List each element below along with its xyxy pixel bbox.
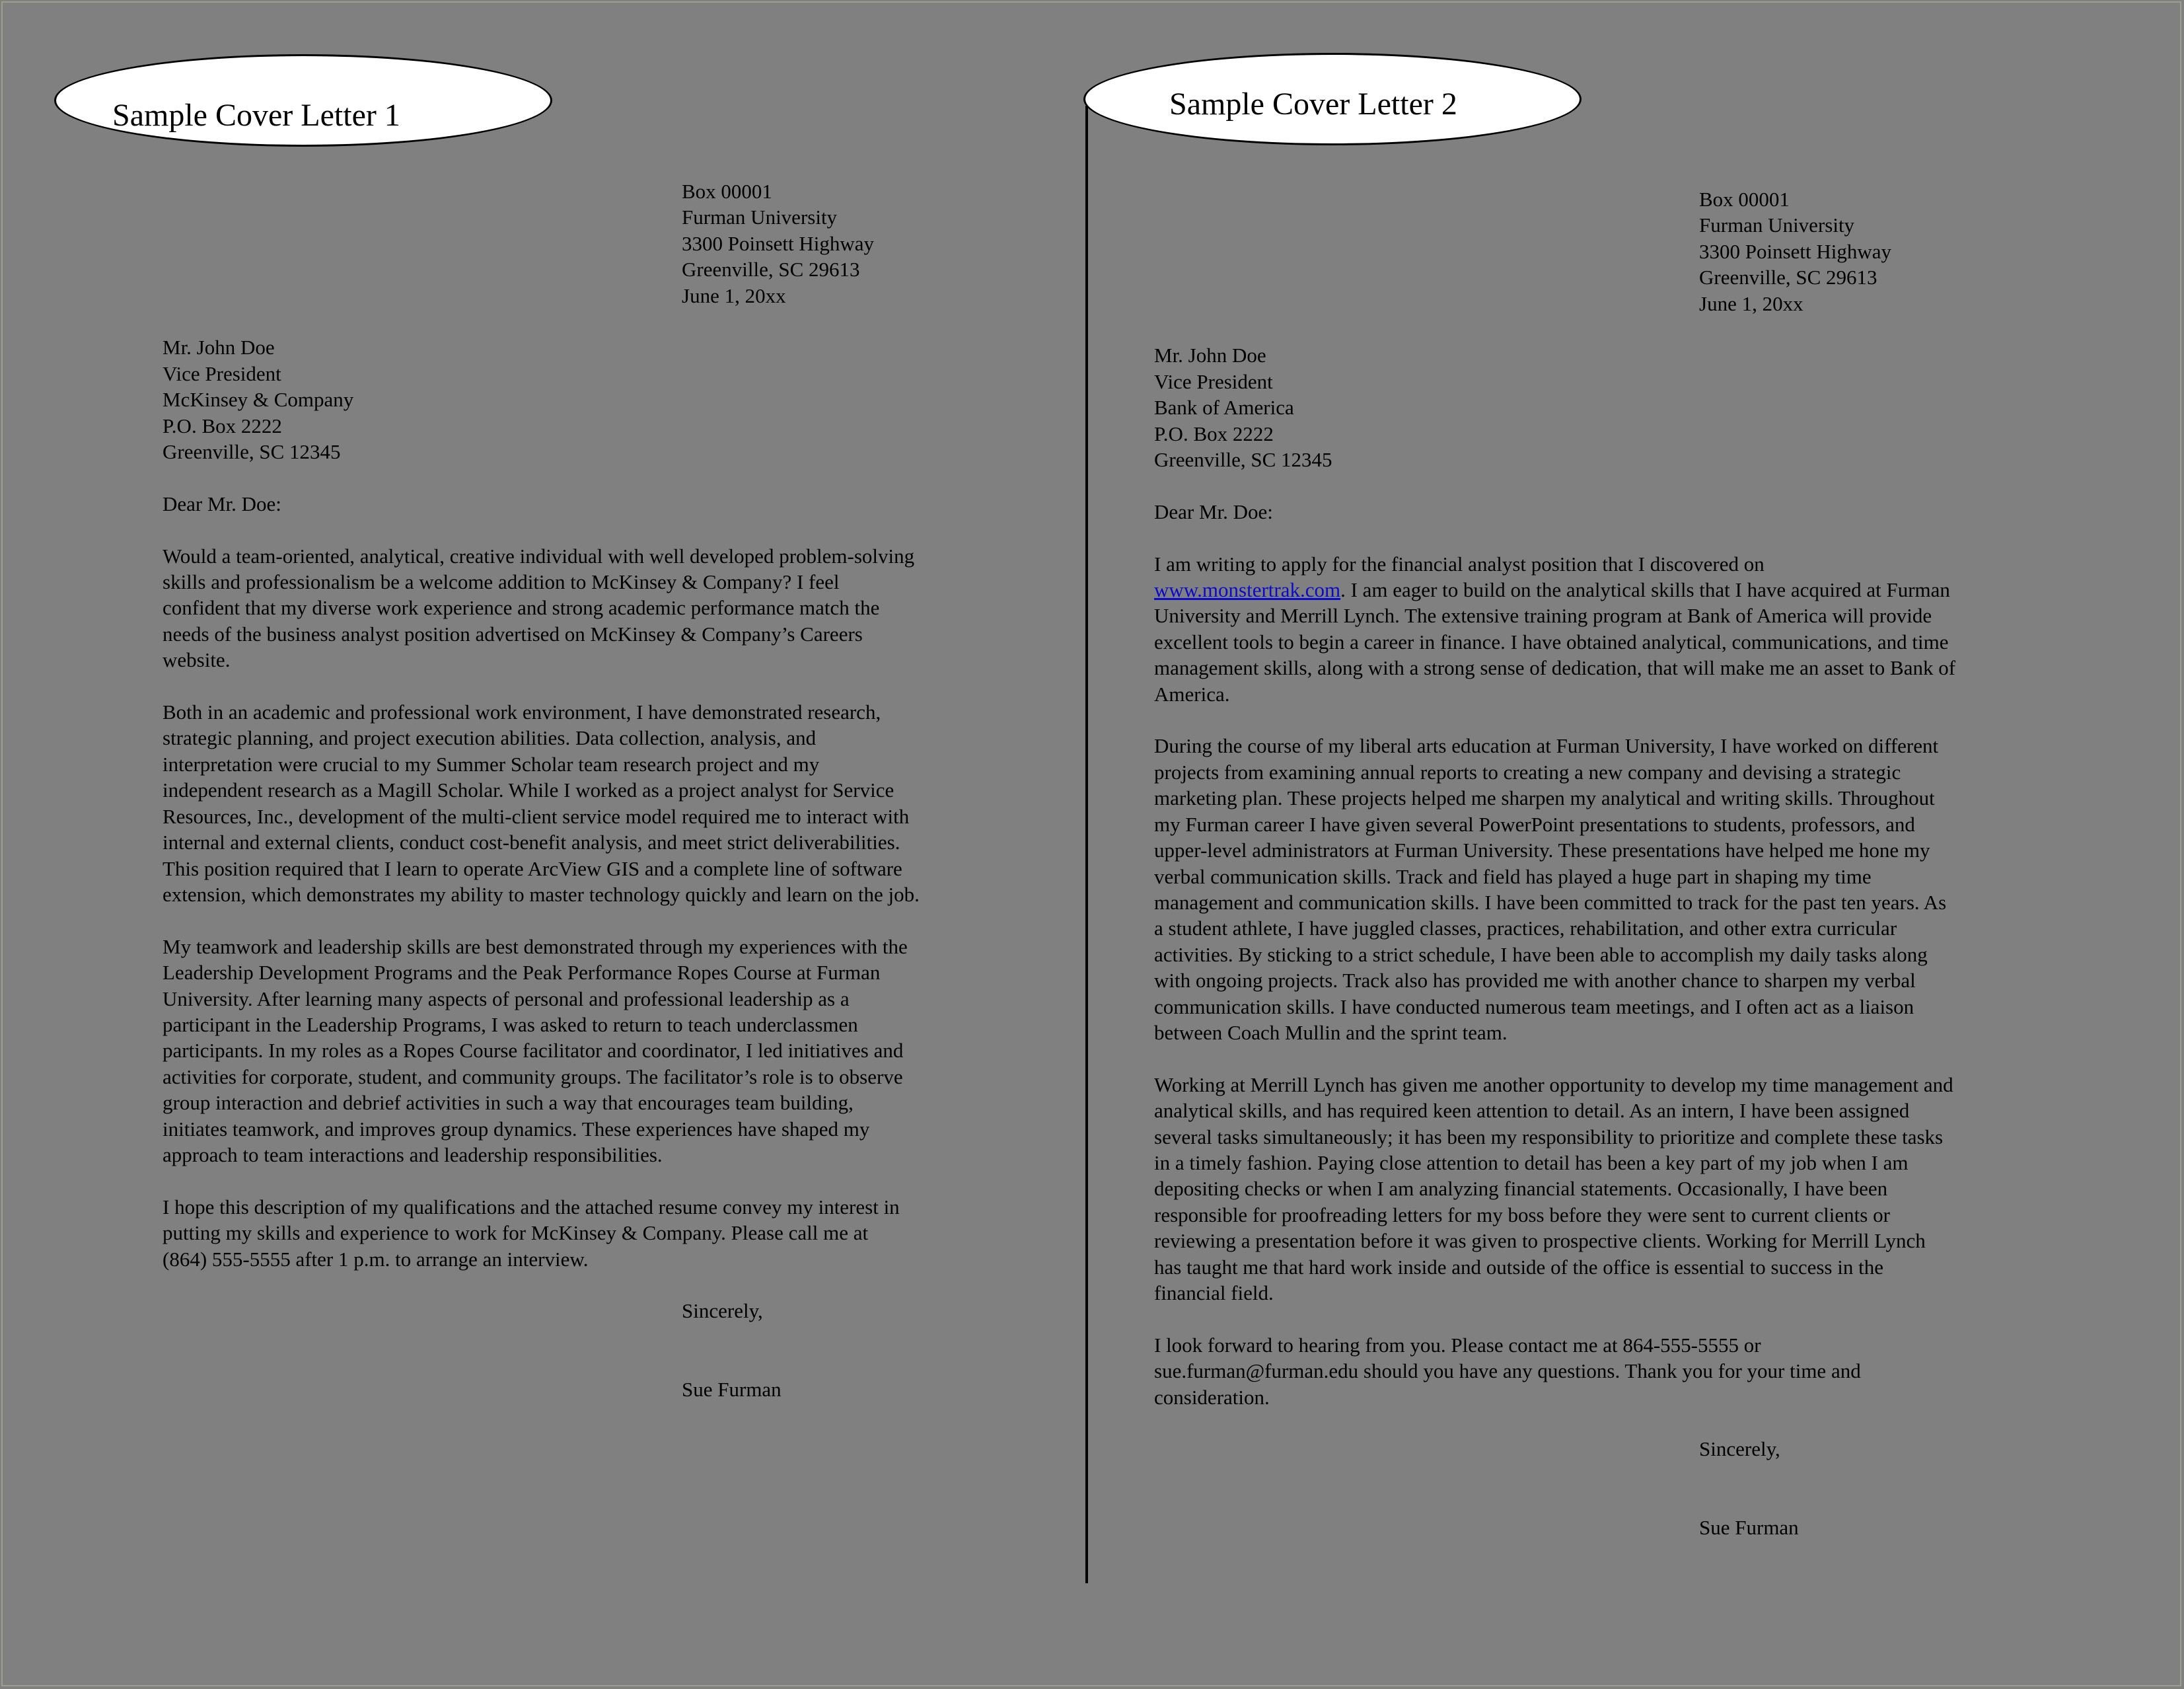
paragraph-line (1154, 577, 2033, 603)
paragraph-line: I am writing to apply for the financial analyst position that I discovered on (1154, 552, 1765, 576)
sample-cover-letter-2-label (1083, 53, 1582, 145)
sender-city: Greenville, SC 29613 (682, 258, 860, 282)
recipient-company: Bank of America (1154, 396, 1294, 420)
paragraph-line: communication skills. I have conducted numerous team meetings, and I often act as a liaison (1154, 995, 1914, 1018)
closing: Sincerely, (682, 1299, 763, 1323)
recipient-city: Greenville, SC 12345 (1154, 448, 1332, 472)
recipient-title: Vice President (1154, 369, 1273, 393)
paragraph-line: management skills, along with a strong sense of dedication, that will make me an asset to Bank of (1154, 656, 1956, 680)
recipient-name: Mr. John Doe (163, 336, 275, 359)
paragraph-line: upper-level administrators at Furman University. These presentations have helped me hone my (1154, 839, 1930, 862)
body-paragraph (1154, 1072, 2033, 1306)
body-paragraph (163, 1194, 1015, 1272)
sender-address (1699, 186, 2033, 317)
paragraph-line: several tasks simultaneously; it has been my responsibility to prioritize and complete these tasks (1154, 1125, 1944, 1148)
paragraph-line: confident that my diverse work experience and strong academic performance match the (163, 596, 880, 620)
body-paragraph-1 (1154, 551, 2033, 707)
closing: Sincerely, (1699, 1437, 1780, 1461)
paragraph-line: a student athlete, I have juggled classes, practices, rehabilitation, and other extra curricular (1154, 917, 1897, 940)
paragraph-line: responsible for proofreading letters for my boss before they were sent to current clients or (1154, 1203, 1890, 1226)
sender-street: 3300 Poinsett Highway (682, 231, 875, 255)
closing-block (682, 1298, 1015, 1402)
paragraph-line: projects from examining annual reports to creating a new company and devising a strategic (1154, 760, 1901, 784)
paragraph-line: extension, which demonstrates my ability to master technology quickly and learn on the job. (163, 882, 920, 906)
paragraph-line: reviewing a presentation before it was given to prospective clients. Working for Merrill Lynch (1154, 1229, 1926, 1253)
paragraph-line: internal and external clients, conduct cost-benefit analysis, and meet strict deliverabilities. (163, 831, 900, 854)
closing-block (1699, 1436, 2033, 1540)
sender-address (682, 178, 1015, 309)
sender-city: Greenville, SC 29613 (1699, 266, 1877, 289)
paragraph-line: participants. In my roles as a Ropes Course facilitator and coordinator, I led initiatives and (163, 1039, 904, 1063)
body-paragraph (1154, 733, 2033, 1045)
paragraph-line: consideration. (1154, 1385, 1270, 1409)
paragraph-line: in a timely fashion. Paying close attention to detail has been a key part of my job when I am (1154, 1150, 1909, 1174)
signature-name: Sue Furman (1699, 1515, 1799, 1539)
cover-letter-2 (1154, 186, 2033, 1540)
body-paragraph (163, 543, 1015, 673)
monstertrak-link[interactable]: www.monstertrak.com (1154, 578, 1341, 602)
paragraph-line: excellent tools to begin a career in finance. I have obtained analytical, communications, and time (1154, 630, 1949, 654)
paragraph-line: This position required that I learn to operate ArcView GIS and a complete line of software (163, 856, 902, 880)
sender-street: 3300 Poinsett Highway (1699, 239, 1892, 263)
paragraph-line: independent research as a Magill Scholar. While I worked as a project analyst for Service (163, 778, 894, 802)
salutation (163, 491, 1015, 517)
paragraph-line: needs of the business analyst position advertised on McKinsey & Company’s Careers (163, 622, 863, 646)
paragraph-line: between Coach Mullin and the sprint team. (1154, 1020, 1508, 1044)
paragraph-line: Resources, Inc., development of the multi-client service model required me to interact with (163, 804, 910, 828)
paragraph-line-rest: . I am eager to build on the analytical skills that I have acquired at Furman (1340, 578, 1950, 602)
paragraph-line: marketing plan. These projects helped me sharpen my analytical and writing skills. Throughout (1154, 786, 1935, 810)
paragraph-rest (1154, 603, 2033, 707)
letter-date: June 1, 20xx (1699, 291, 1803, 315)
recipient-address (163, 334, 1015, 465)
paragraph-line: America. (1154, 682, 1230, 706)
paragraph-line: skills and professionalism be a welcome addition to McKinsey & Company? I feel (163, 570, 840, 594)
paragraph-line: group interaction and debrief activities in such a way that encourages team building, (163, 1091, 854, 1115)
paragraph-line: putting my skills and experience to work for McKinsey & Company. Please call me at (163, 1221, 869, 1245)
recipient-city: Greenville, SC 12345 (163, 440, 341, 464)
paragraph-line: activities for corporate, student, and community groups. The facilitator’s role is to observe (163, 1065, 903, 1088)
signature-name: Sue Furman (682, 1377, 782, 1401)
letters-divider-line (1085, 106, 1088, 1583)
recipient-box: P.O. Box 2222 (1154, 422, 1274, 445)
paragraph-line: Would a team-oriented, analytical, creative individual with well developed problem-solving (163, 544, 915, 568)
paragraph-line: (864) 555-5555 after 1 p.m. to arrange an interview. (163, 1247, 589, 1271)
sample-cover-letter-1-label (54, 54, 552, 147)
letter-body (1154, 733, 2033, 1410)
paragraph-line: I hope this description of my qualifications and the attached resume convey my interest in (163, 1195, 900, 1219)
body-paragraph (1154, 1332, 2033, 1410)
oval-label-2-text: Sample Cover Letter 2 (1169, 87, 1457, 122)
paragraph-line: with ongoing projects. Track also has provided me with another chance to sharpen my verbal (1154, 969, 1916, 993)
paragraph-line: Both in an academic and professional work environment, I have demonstrated research, (163, 700, 881, 724)
cover-letter-1 (163, 178, 1015, 1402)
paragraph-line: University and Merrill Lynch. The extensive training program at Bank of America will provide (1154, 604, 1932, 628)
paragraph-line: approach to team interactions and leadership responsibilities. (163, 1143, 663, 1166)
body-paragraph (163, 934, 1015, 1168)
paragraph-line: has taught me that hard work inside and outside of the office is essential to success in the (1154, 1255, 1883, 1279)
paragraph-line: Leadership Development Programs and the Peak Performance Ropes Course at Furman (163, 961, 881, 985)
paragraph-line: strategic planning, and project execution abilities. Data collection, analysis, and (163, 726, 817, 750)
paragraph-line: sue.furman@furman.edu should you have any questions. Thank you for your time and (1154, 1359, 1861, 1383)
recipient-title: Vice President (163, 361, 281, 385)
paragraph-line: analytical skills, and has required keen attention to detail. As an intern, I have been assigned (1154, 1099, 1910, 1123)
paragraph-line: financial field. (1154, 1281, 1274, 1304)
paragraph-line: website. (163, 648, 231, 672)
recipient-name: Mr. John Doe (1154, 344, 1266, 367)
sender-box: Box 00001 (1699, 188, 1790, 211)
body-paragraph (163, 699, 1015, 907)
sender-school: Furman University (682, 206, 838, 229)
paragraph-line: management and communication skills. I have been committed to track for the past ten years. As (1154, 890, 1947, 914)
paragraph-line: My teamwork and leadership skills are best demonstrated through my experiences with the (163, 934, 908, 958)
paragraph-line: interpretation were crucial to my Summer Scholar team research project and my (163, 752, 820, 776)
salutation-text: Dear Mr. Doe: (163, 492, 281, 515)
paragraph-line: University. After learning many aspects of personal and professional leadership as a (163, 987, 850, 1010)
paragraph-line: my Furman career I have given several PowerPoint presentations to students, professors, and (1154, 812, 1915, 836)
recipient-address (1154, 342, 2033, 472)
paragraph-line: During the course of my liberal arts education at Furman University, I have worked on different (1154, 734, 1939, 758)
paragraph-line: depositing checks or when I am analyzing financial statements. Occasionally, I have been (1154, 1177, 1888, 1201)
recipient-company: McKinsey & Company (163, 388, 354, 412)
sender-school: Furman University (1699, 213, 1855, 237)
oval-label-1-text: Sample Cover Letter 1 (112, 98, 400, 133)
paragraph-line: initiates teamwork, and improves group dynamics. These experiences have shaped my (163, 1117, 870, 1141)
recipient-box: P.O. Box 2222 (163, 414, 282, 437)
paragraph-line: activities. By sticking to a strict schedule, I have been able to accomplish my daily tasks along (1154, 942, 1928, 966)
paragraph-line: verbal communication skills. Track and field has played a huge part in shaping my time (1154, 864, 1872, 888)
paragraph-line: participant in the Leadership Programs, I was asked to return to teach underclassmen (163, 1012, 858, 1036)
salutation (1154, 499, 2033, 525)
letter-body (163, 543, 1015, 1272)
salutation-text: Dear Mr. Doe: (1154, 500, 1273, 523)
paragraph-line: I look forward to hearing from you. Please contact me at 864-555-5555 or (1154, 1333, 1761, 1357)
letter-date: June 1, 20xx (682, 283, 786, 307)
paragraph-line: Working at Merrill Lynch has given me another opportunity to develop my time management and (1154, 1072, 1953, 1096)
sender-box: Box 00001 (682, 180, 772, 203)
